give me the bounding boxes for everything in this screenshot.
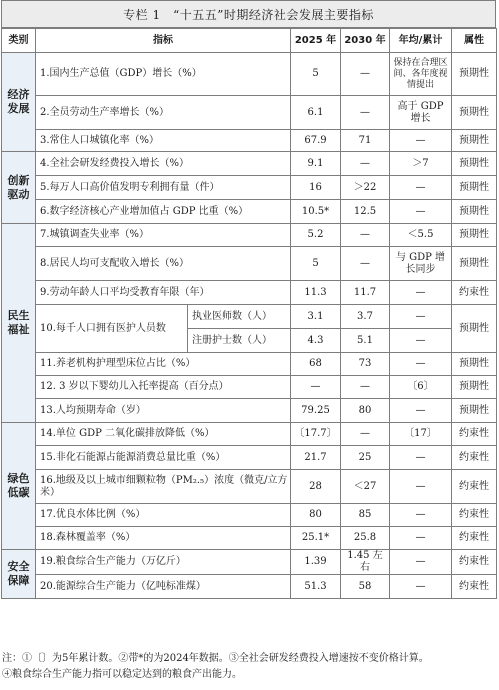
indicator-name: 7.城镇调查失业率（%） xyxy=(36,224,291,247)
value-2030: 73 xyxy=(341,353,390,376)
value-2025: 67.9 xyxy=(291,130,341,152)
value-2030: 58 xyxy=(341,575,390,599)
value-annual: — xyxy=(390,281,452,305)
value-2025: 51.3 xyxy=(291,575,341,599)
indicator-name: 1.国内生产总值（GDP）增长（%） xyxy=(36,53,291,96)
value-attribute: 预期性 xyxy=(452,247,497,281)
header-category: 类别 xyxy=(2,29,36,53)
value-annual: — xyxy=(390,575,452,599)
value-attribute: 预期性 xyxy=(452,96,497,130)
value-2025: 4.3 xyxy=(291,329,341,353)
value-2025: 25.1* xyxy=(291,527,341,550)
indicator-name: 20.能源综合生产能力（亿吨标准煤） xyxy=(36,575,291,599)
table-row xyxy=(2,305,497,329)
value-annual: 保持在合理区间、各年度视情提出 xyxy=(390,53,452,96)
indicator-name: 14.单位 GDP 二氧化碳排放降低（%） xyxy=(36,423,291,446)
indicator-name: 6.数字经济核心产业增加值占 GDP 比重（%） xyxy=(36,200,291,224)
table-row xyxy=(2,200,497,224)
indicator-name: 19.粮食综合生产能力（万亿斤） xyxy=(36,550,291,575)
value-2030: 71 xyxy=(341,130,390,152)
value-annual: ＜5.5 xyxy=(390,224,452,247)
value-2030: — xyxy=(341,152,390,176)
table-row xyxy=(2,130,497,152)
value-attribute: 预期性 xyxy=(452,200,497,224)
value-annual: 〔17〕 xyxy=(390,423,452,446)
value-attribute: 预期性 xyxy=(452,305,497,353)
indicator-name: 5.每万人口高价值发明专利拥有量（件） xyxy=(36,176,291,200)
value-2030: — xyxy=(341,423,390,446)
value-2025: 11.3 xyxy=(291,281,341,305)
value-2025: 〔17.7〕 xyxy=(291,423,341,446)
value-attribute: 约束性 xyxy=(452,423,497,446)
category-livelihood: 民生 福祉 xyxy=(2,224,36,423)
indicator-name: 13.人均预期寿命（岁） xyxy=(36,399,291,423)
value-2030: 80 xyxy=(341,399,390,423)
value-annual: — xyxy=(390,176,452,200)
value-2025: 10.5* xyxy=(291,200,341,224)
value-attribute: 约束性 xyxy=(452,446,497,470)
value-attribute: 约束性 xyxy=(452,470,497,504)
value-attribute: 约束性 xyxy=(452,575,497,599)
table-notes xyxy=(2,651,497,683)
value-2025: 5 xyxy=(291,53,341,96)
indicator-name: 18.森林覆盖率（%） xyxy=(36,527,291,550)
value-attribute: 约束性 xyxy=(452,504,497,527)
value-2030: 25 xyxy=(341,446,390,470)
table-row xyxy=(2,504,497,527)
value-2025: 80 xyxy=(291,504,341,527)
table-row xyxy=(2,96,497,130)
value-2030: — xyxy=(341,247,390,281)
value-2025: 5.2 xyxy=(291,224,341,247)
value-2025: 3.1 xyxy=(291,305,341,329)
value-attribute: 约束性 xyxy=(452,550,497,575)
value-annual: ＞7 xyxy=(390,152,452,176)
table-row xyxy=(2,550,497,575)
value-2030: ＜27 xyxy=(341,470,390,504)
value-2025: 16 xyxy=(291,176,341,200)
value-annual: — xyxy=(390,446,452,470)
indicator-name: 12. 3 岁以下婴幼儿入托率提高（百分点） xyxy=(36,376,291,399)
value-attribute: 预期性 xyxy=(452,152,497,176)
value-attribute: 预期性 xyxy=(452,399,497,423)
header-2030: 2030 年 xyxy=(341,29,390,53)
value-attribute: 预期性 xyxy=(452,224,497,247)
value-annual: 〔6〕 xyxy=(390,376,452,399)
value-2030: 3.7 xyxy=(341,305,390,329)
table-row xyxy=(2,247,497,281)
indicator-name: 4.全社会研发经费投入增长（%） xyxy=(36,152,291,176)
value-attribute: 预期性 xyxy=(452,130,497,152)
value-2025: 9.1 xyxy=(291,152,341,176)
value-2030: — xyxy=(341,53,390,96)
header-annual: 年均/累计 xyxy=(390,29,452,53)
value-2030: 12.5 xyxy=(341,200,390,224)
value-annual: — xyxy=(390,130,452,152)
table-row xyxy=(2,423,497,446)
indicator-name: 8.居民人均可支配收入增长（%） xyxy=(36,247,291,281)
value-annual: — xyxy=(390,200,452,224)
value-2025: — xyxy=(291,376,341,399)
value-2025: 28 xyxy=(291,470,341,504)
value-2030: — xyxy=(341,224,390,247)
indicator-name: 10.每千人口拥有医护人员数 xyxy=(36,305,188,353)
value-annual: — xyxy=(390,527,452,550)
table-row xyxy=(2,353,497,376)
table-row xyxy=(2,575,497,599)
indicator-table xyxy=(1,28,497,599)
value-2030: 5.1 xyxy=(341,329,390,353)
note-line: 注：①〔〕为5年累计数。②带*的为2024年数据。③全社会研发经费投入增速按不变价格计算。 xyxy=(2,653,429,664)
value-annual: — xyxy=(390,550,452,575)
header-indicator: 指标 xyxy=(36,29,291,53)
value-annual: — xyxy=(390,329,452,353)
value-2030: 1.45 左右 xyxy=(341,550,390,575)
table-title: 专栏 1 “十五五”时期经济社会发展主要指标 xyxy=(1,0,496,28)
table-row xyxy=(2,281,497,305)
value-2030: — xyxy=(341,376,390,399)
value-2025: 1.39 xyxy=(291,550,341,575)
value-attribute: 预期性 xyxy=(452,53,497,96)
value-annual: — xyxy=(390,504,452,527)
value-2025: 5 xyxy=(291,247,341,281)
indicator-name: 11.养老机构护理型床位占比（%） xyxy=(36,353,291,376)
category-security: 安全 保障 xyxy=(2,550,36,599)
header-2025: 2025 年 xyxy=(291,29,341,53)
value-annual: 与 GDP 增长同步 xyxy=(390,247,452,281)
table-row xyxy=(2,470,497,504)
indicator-name: 17.优良水体比例（%） xyxy=(36,504,291,527)
header-attribute: 属性 xyxy=(452,29,497,53)
value-2025: 79.25 xyxy=(291,399,341,423)
value-annual: — xyxy=(390,305,452,329)
table-row xyxy=(2,527,497,550)
value-attribute: 约束性 xyxy=(452,281,497,305)
sub-indicator-name: 注册护士数（人） xyxy=(188,329,291,353)
header-row xyxy=(2,29,497,53)
category-economy: 经济 发展 xyxy=(2,53,36,152)
value-2025: 6.1 xyxy=(291,96,341,130)
table-row xyxy=(2,399,497,423)
value-2030: 85 xyxy=(341,504,390,527)
category-green: 绿色 低碳 xyxy=(2,423,36,550)
table-row xyxy=(2,176,497,200)
indicator-name: 16.地级及以上城市细颗粒物（PM₂.₅）浓度（微克/立方米） xyxy=(36,470,291,504)
value-2030: 25.8 xyxy=(341,527,390,550)
value-2030: ＞22 xyxy=(341,176,390,200)
value-annual: — xyxy=(390,399,452,423)
table-row xyxy=(2,152,497,176)
value-attribute: 预期性 xyxy=(452,353,497,376)
value-2030: — xyxy=(341,96,390,130)
table-row xyxy=(2,446,497,470)
table-row xyxy=(2,53,497,96)
value-annual: 高于 GDP 增长 xyxy=(390,96,452,130)
value-attribute: 预期性 xyxy=(452,176,497,200)
value-2030: 11.7 xyxy=(341,281,390,305)
indicator-name: 15.非化石能源占能源消费总量比重（%） xyxy=(36,446,291,470)
table-row xyxy=(2,376,497,399)
indicator-name: 9.劳动年龄人口平均受教育年限（年） xyxy=(36,281,291,305)
note-line: ④粮食综合生产能力指可以稳定达到的粮食产出能力。 xyxy=(2,669,242,680)
category-innovation: 创新 驱动 xyxy=(2,152,36,224)
indicator-name: 2.全员劳动生产率增长（%） xyxy=(36,96,291,130)
value-annual: — xyxy=(390,353,452,376)
value-attribute: 约束性 xyxy=(452,527,497,550)
value-2025: 68 xyxy=(291,353,341,376)
table-row xyxy=(2,224,497,247)
value-annual: — xyxy=(390,470,452,504)
value-attribute: 预期性 xyxy=(452,376,497,399)
sub-indicator-name: 执业医师数（人） xyxy=(188,305,291,329)
indicator-name: 3.常住人口城镇化率（%） xyxy=(36,130,291,152)
value-2025: 21.7 xyxy=(291,446,341,470)
